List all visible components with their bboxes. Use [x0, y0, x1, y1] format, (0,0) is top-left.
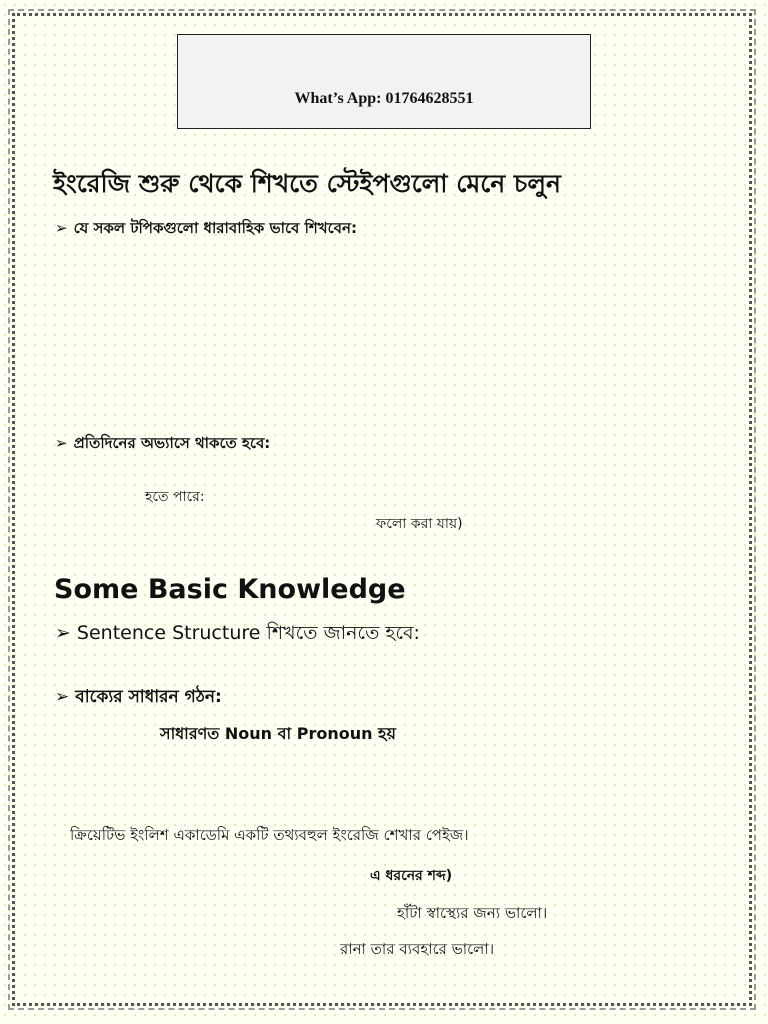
text-hata: হাঁটা স্বাস্থ্যের জন্য ভালো।: [397, 904, 548, 922]
bullet-topics: [55, 220, 357, 237]
contact-box: [177, 34, 591, 129]
arrow-bullet-icon: ➢: [55, 434, 68, 452]
bullet-sentence-form-text: বাক্যের সাধারন গঠন:: [75, 687, 222, 707]
arrow-bullet-icon: ➢: [55, 219, 68, 237]
page-border: [12, 13, 752, 1006]
bullet-sentence-form: [55, 688, 222, 707]
bullet-daily-habit: [55, 435, 270, 452]
arrow-bullet-icon: ➢: [55, 687, 70, 707]
text-noun-pronoun: সাধারণত Noun বা Pronoun হয়: [160, 724, 396, 743]
text-academy: ক্রিয়েটিভ ইংলিশ একাডেমি একটি তথ্যবহুল ইংরেজি শেখার পেইজ।: [70, 826, 469, 844]
text-rana: রানা তার ব্যবহারে ভালো।: [340, 940, 495, 958]
section-title: Some Basic Knowledge: [54, 574, 406, 605]
bullet-daily-habit-text: প্রতিদিনের অভ্যাসে থাকতে হবে:: [73, 434, 271, 452]
page-heading: ইংরেজি শুরু থেকে শিখতে স্টেইপগুলো মেনে চলুন: [53, 169, 561, 198]
bullet-topics-text: যে সকল টপিকগুলো ধারাবাহিক ভাবে শিখবেন:: [73, 219, 357, 237]
whatsapp-number: What’s App: 01764628551: [294, 90, 474, 107]
text-follow: ফলো করা যায়): [376, 516, 463, 532]
bullet-sentence-structure: [55, 623, 420, 644]
arrow-bullet-icon: ➢: [55, 622, 71, 644]
text-hote-pare: হতে পারে:: [145, 489, 205, 505]
text-dhoroner-shobdo: এ ধরনের শব্দ): [370, 868, 453, 884]
bullet-sentence-structure-text: Sentence Structure শিখতে জানতে হবে:: [76, 622, 420, 644]
